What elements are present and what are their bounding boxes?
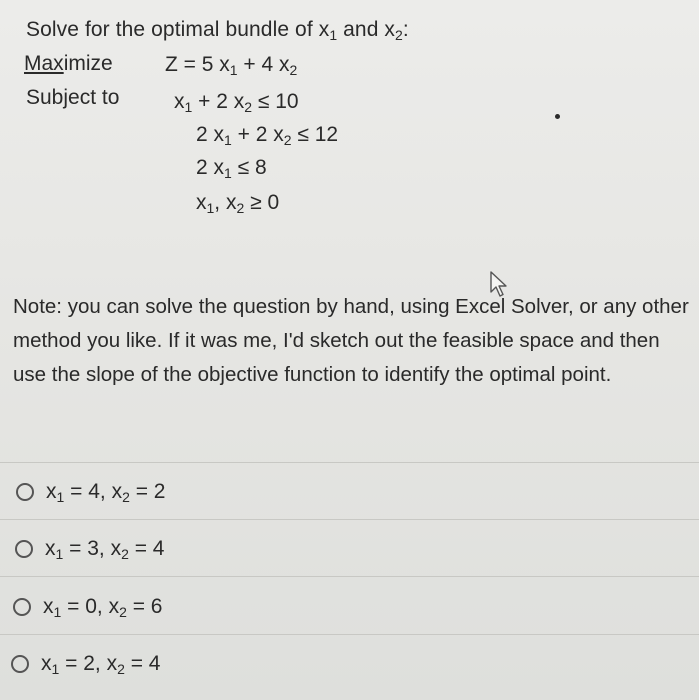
option-label: $x_1 = 3$, $x_2 = 4$ [45,536,165,562]
radio-button[interactable] [16,483,34,501]
maximize-label: Maximize [24,52,113,75]
constraint-4: $x_1$, $x_2 \ge 0$ [196,191,280,216]
subject-to-label: Subject to [26,86,120,109]
constraint-2: 2 $x_1 + 2$ $x_2 \le 12$ [196,123,339,148]
constraint-1: $x_1 + 2$ $x_2 \le 10$ [174,90,299,115]
radio-button[interactable] [15,540,33,558]
answer-option-2[interactable] [15,535,165,563]
divider [0,462,699,463]
objective-function: Z = 5 $x_1 + 4$ $x_2$ [165,53,298,78]
option-label: $x_1 = 2$, $x_2 = 4$ [41,651,161,677]
divider [0,519,699,520]
stray-dot [555,114,560,119]
option-label: $x_1 = 0$, $x_2 = 6$ [43,594,163,620]
answer-option-4[interactable] [11,650,161,678]
answer-option-3[interactable] [13,593,163,621]
constraint-3: 2 $x_1 \le 8$ [196,156,267,181]
divider [0,634,699,635]
instruction-note: Note: you can solve the question by hand, using Excel Solver, or any other method you like. If it was me, I'd sketch out the feasible space and then use the slope of the objective function to identify the optimal point. [13,295,689,386]
answer-option-1[interactable] [16,478,166,506]
radio-button[interactable] [13,598,31,616]
divider [0,576,699,577]
radio-button[interactable] [11,655,29,673]
option-label: $x_1 = 4$, $x_2 = 2$ [46,479,166,505]
question-title: Solve for the optimal bundle of $x_1$ and $x_2$: [26,18,409,43]
